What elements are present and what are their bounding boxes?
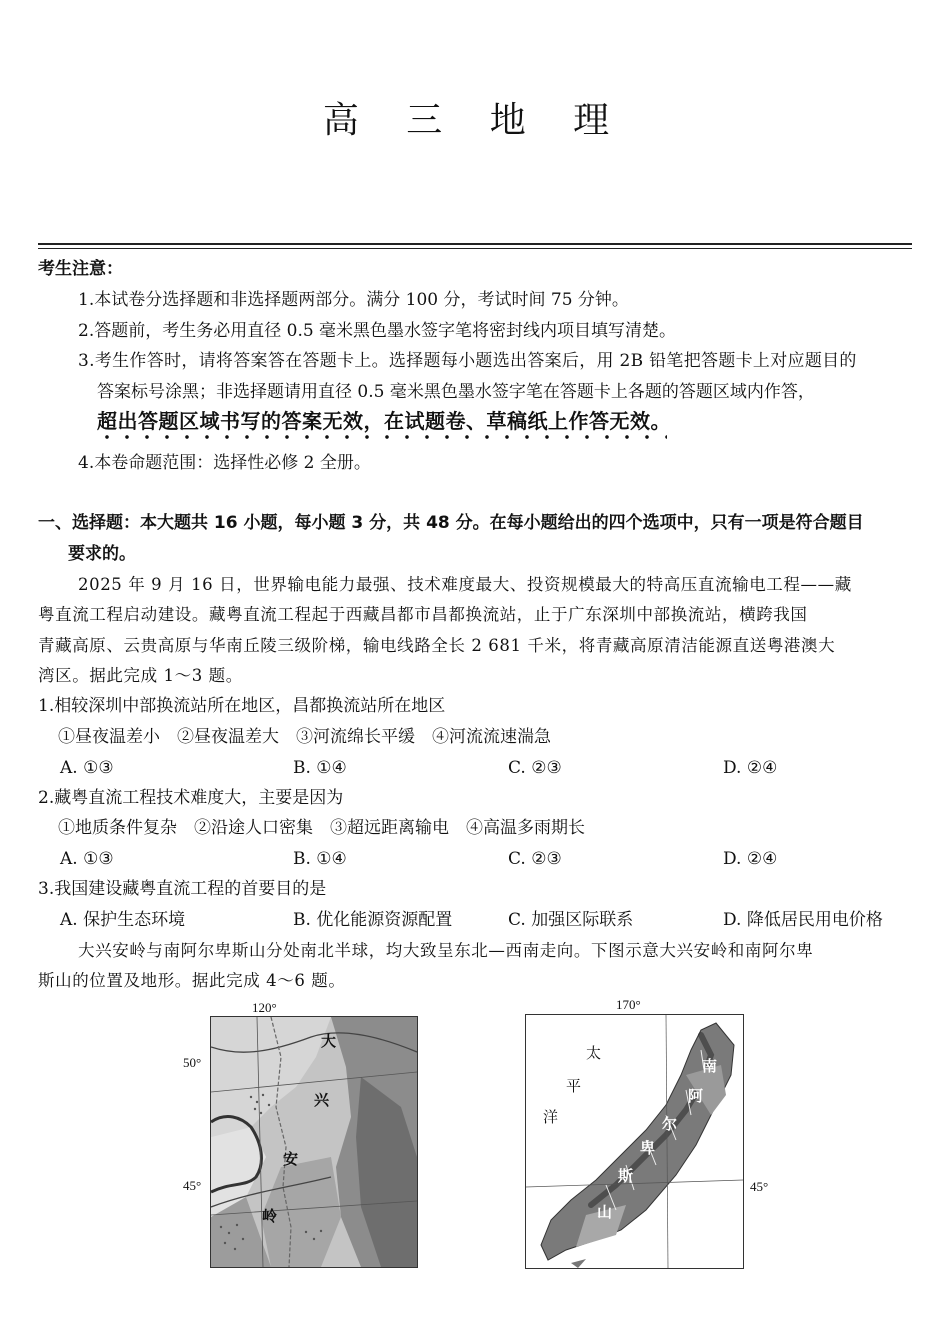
notice-emphasis: 超出答题区域书写的答案无效，在试题卷、草稿纸上作答无效。	[97, 409, 671, 433]
map-left-greater-khingan	[210, 1016, 418, 1268]
section-heading: 一、选择题：本大题共 16 小题，每小题 3 分，共 48 分。在每小题给出的四个选项中，只有一项是符合题目	[38, 513, 864, 533]
question-1-stem: 1.相较深圳中部换流站所在地区，昌都换流站所在地区	[38, 696, 446, 716]
passage2-line-1: 大兴安岭与南阿尔卑斯山分处南北半球，均大致呈东北—西南走向。下图示意大兴安岭和南阿尔卑	[78, 941, 814, 960]
passage1-line-2: 粤直流工程启动建设。藏粤直流工程起于西藏昌都市昌都换流站，止于广东深圳中部换流站，横跨我国	[38, 605, 808, 624]
notice-heading: 考生注意：	[38, 259, 123, 279]
passage2-line-2: 斯山的位置及地形。据此完成 4～6 题。	[38, 971, 346, 990]
emphasis-dots	[97, 433, 667, 441]
notice-item-3: 3.考生作答时，请将答案答在答题卡上。选择题每小题选出答案后，用 2B 铅笔把答题卡上对应题目的	[78, 351, 857, 371]
notice-item-2: 2.答题前，考生务必用直径 0.5 毫米黑色墨水签字笔将密封线内项目填写清楚。	[78, 321, 677, 341]
map-right-mountain-label-6: 山	[597, 1203, 613, 1221]
question-2-items: ①地质条件复杂 ②沿途人口密集 ③超远距离输电 ④高温多雨期长	[58, 818, 585, 838]
map-right-longitude: 170°	[616, 997, 641, 1012]
question-1-items: ①昼夜温差小 ②昼夜温差大 ③河流绵长平缓 ④河流流速湍急	[58, 727, 551, 747]
map-left-terrain	[211, 1017, 417, 1267]
map-left-longitude: 120°	[252, 1000, 277, 1015]
map-left-label-xing: 兴	[314, 1091, 330, 1109]
question-1-option-a: A. ①③	[60, 758, 114, 778]
question-3-option-c: C. 加强区际联系	[508, 910, 634, 930]
question-3-option-b: B. 优化能源资源配置	[293, 910, 453, 930]
map-right-mountain-label-3: 尔	[662, 1115, 678, 1133]
map-left-label-ling: 岭	[262, 1207, 278, 1225]
map-left-label-da: 大	[321, 1032, 337, 1050]
passage1-line-4: 湾区。据此完成 1～3 题。	[38, 666, 243, 685]
passage1-line-1: 2025 年 9 月 16 日，世界输电能力最强、技术难度最大、投资规模最大的特高压直流输电工程——藏	[78, 575, 852, 594]
notice-item-1: 1.本试卷分选择题和非选择题两部分。满分 100 分，考试时间 75 分钟。	[78, 290, 629, 310]
map-right-mountain-label-5: 斯	[618, 1167, 634, 1185]
passage1-line-3: 青藏高原、云贵高原与华南丘陵三级阶梯，输电线路全长 2 681 千米，将青藏高原清洁能源直送粤港澳大	[38, 636, 836, 655]
question-3-option-a: A. 保护生态环境	[60, 910, 186, 930]
map-right-latitude: 45°	[750, 1179, 769, 1194]
map-left-latitude-bottom: 45°	[183, 1178, 202, 1193]
question-1-option-b: B. ①④	[293, 758, 347, 778]
question-2-option-a: A. ①③	[60, 849, 114, 869]
notice-item-4: 4.本卷命题范围：选择性必修 2 全册。	[78, 453, 371, 473]
map-right-mountain-label-4: 卑	[640, 1139, 656, 1157]
question-2-option-b: B. ①④	[293, 849, 347, 869]
header-rule-thin	[38, 248, 912, 249]
question-3-option-d: D. 降低居民用电价格	[723, 910, 883, 930]
map-right-ocean-label-2: 平	[566, 1077, 582, 1095]
map-right-ocean-label-3: 洋	[543, 1108, 559, 1126]
map-right-mountain-label-1: 南	[702, 1057, 718, 1075]
notice-item-3-cont: 答案标号涂黑；非选择题请用直径 0.5 毫米黑色墨水签字笔在答题卡上各题的答题区域内作答，	[97, 382, 815, 402]
section-heading-cont: 要求的。	[68, 544, 136, 564]
map-right-ocean-label-1: 太	[586, 1044, 602, 1062]
question-2-option-d: D. ②④	[723, 849, 778, 869]
map-right-southern-alps	[525, 1014, 744, 1269]
map-left-latitude-top: 50°	[183, 1055, 202, 1070]
map-right-mountain-label-2: 阿	[688, 1087, 704, 1105]
question-1-option-c: C. ②③	[508, 758, 562, 778]
page-title: 高 三 地 理	[322, 100, 628, 141]
question-1-option-d: D. ②④	[723, 758, 778, 778]
question-3-stem: 3.我国建设藏粤直流工程的首要目的是	[38, 879, 327, 899]
map-right-terrain	[526, 1015, 743, 1268]
map-left-label-an: 安	[283, 1150, 299, 1168]
question-2-option-c: C. ②③	[508, 849, 562, 869]
header-rule-thick	[38, 243, 912, 245]
question-2-stem: 2.藏粤直流工程技术难度大，主要是因为	[38, 788, 344, 808]
